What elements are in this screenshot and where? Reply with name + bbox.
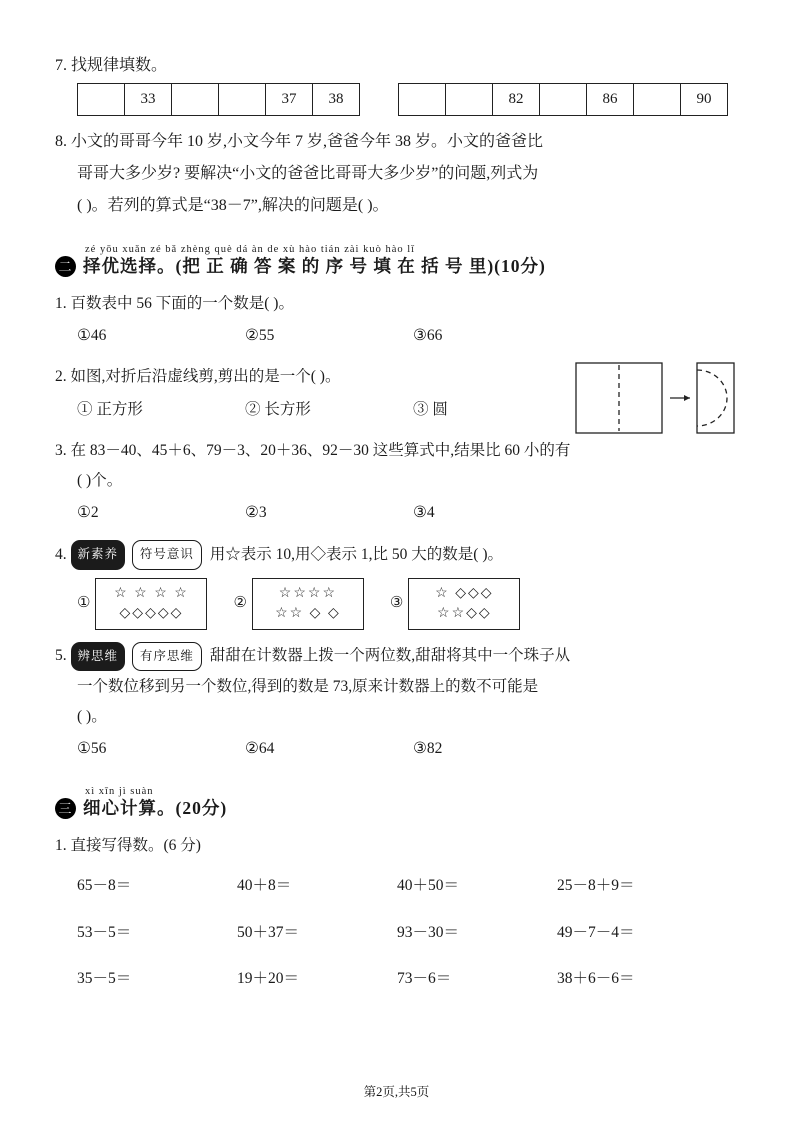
q4-symbol-options	[77, 578, 735, 631]
problem-8-line1: 小文的哥哥今年 10 岁,小文今年 7 岁,爸爸今年 38 岁。小文的爸爸比	[71, 133, 544, 150]
q5-number: 5.	[55, 647, 67, 665]
q4-option-1-line1: ☆ ☆ ☆ ☆	[114, 585, 189, 601]
q5-options	[77, 734, 735, 764]
q5-line2: 一个数位移到另一个数位,得到的数是 73,原来计数器上的数不可能是	[77, 677, 539, 695]
q4-text: 用☆表示 10,用◇表示 1,比 50 大的数是( )。	[209, 545, 503, 563]
q5-tag-ordered-thinking: 有序思维	[132, 642, 202, 671]
q2-text: 如图,对折后沿虚线剪,剪出的是一个( )。	[70, 368, 341, 386]
calc-1-text: 直接写得数。(6 分)	[70, 837, 201, 855]
choice-question-1	[55, 289, 735, 351]
q5-option-2[interactable]: ②64	[245, 740, 275, 757]
table-cell[interactable]	[634, 84, 681, 116]
q3-option-3[interactable]: ③4	[413, 504, 435, 522]
table-cell[interactable]: 37	[266, 84, 313, 116]
calc-item[interactable]: 40＋8＝	[237, 877, 292, 895]
table-cell[interactable]	[540, 84, 587, 116]
page-content	[55, 52, 735, 994]
calc-item[interactable]: 25－8＋9＝	[557, 877, 635, 895]
q4-option-1-number: ①	[77, 595, 91, 612]
table-cell[interactable]	[399, 84, 446, 116]
q3-option-1[interactable]: ①2	[77, 504, 99, 522]
table-cell[interactable]: 38	[313, 84, 360, 116]
calc-item[interactable]: 49－7－4＝	[557, 923, 635, 941]
problem-8	[55, 126, 735, 222]
q4-tag-symbol-sense: 符号意识	[132, 540, 202, 569]
problem-8-line2: 哥哥大多少岁? 要解决“小文的爸爸比哥哥大多少岁”的问题,列式为	[77, 165, 539, 182]
q5-option-3[interactable]: ③82	[413, 740, 443, 757]
section-2-badge: 二	[55, 256, 76, 277]
calc-item[interactable]: 93－30＝	[397, 923, 460, 941]
problem-7-text: 找规律填数。	[71, 57, 168, 74]
table-cell[interactable]	[219, 84, 266, 116]
section-3-points: (20分)	[175, 798, 228, 819]
q2-option-2[interactable]: ② 长方形	[245, 400, 311, 418]
q3-option-2[interactable]: ②3	[245, 504, 267, 522]
q3-text2: ( )个。	[77, 472, 123, 490]
q3-text: 在 83－40、45＋6、79－3、20＋36、92－30 这些算式中,结果比 60 小的有	[70, 441, 571, 459]
calc-item[interactable]: 38＋6－6＝	[557, 969, 635, 987]
table-cell[interactable]	[78, 84, 125, 116]
q1-options	[77, 321, 735, 351]
section-3-pinyin: xì xīn jì suàn	[85, 786, 154, 798]
problem-7-number: 7.	[55, 57, 67, 74]
table-cell[interactable]: 90	[681, 84, 728, 116]
q4-number: 4.	[55, 545, 67, 563]
q4-option-3[interactable]	[390, 578, 520, 631]
calc-1-grid	[77, 871, 735, 994]
q2-number: 2.	[55, 368, 67, 386]
section-3-badge: 三	[55, 798, 76, 819]
table-cell[interactable]	[446, 84, 493, 116]
q4-option-2-line1: ☆☆☆☆	[278, 585, 337, 601]
q5-tag-thinking: 辨思维	[71, 642, 126, 671]
q1-option-3[interactable]: ③66	[413, 327, 443, 345]
calc-item[interactable]: 65－8＝	[77, 877, 132, 895]
section-2-header	[55, 244, 735, 278]
q2-option-3[interactable]: ③ 圆	[413, 400, 448, 418]
section-2-pinyin: zé yōu xuǎn zé bǎ zhèng què dá àn de xù hào tián zài kuò hào lǐ	[85, 244, 416, 255]
calc-item[interactable]: 35－5＝	[77, 969, 132, 987]
section-3-title: 细心计算。	[83, 798, 176, 819]
q5-option-1[interactable]: ①56	[77, 740, 107, 757]
section-2-points: (10分)	[494, 256, 546, 276]
calc-question-1	[55, 831, 735, 994]
q1-option-1[interactable]: ①46	[77, 327, 107, 345]
number-table-left	[77, 83, 360, 116]
q4-option-3-line1: ☆ ◇◇◇	[435, 585, 494, 601]
q5-line3: ( )。	[77, 707, 107, 725]
q5-line1: 甜甜在计数器上拨一个两位数,甜甜将其中一个珠子从	[209, 647, 571, 665]
q4-option-1-box	[95, 578, 207, 631]
q4-tag-new-literacy: 新素养	[71, 540, 126, 569]
section-2-title: 择优选择。(把 正 确 答 案 的 序 号 填 在 括 号 里)	[83, 256, 495, 276]
choice-question-5	[55, 641, 735, 764]
calc-1-number: 1.	[55, 837, 67, 855]
calc-item[interactable]: 19＋20＝	[237, 969, 300, 987]
problem-7-tables	[77, 83, 735, 116]
choice-question-4	[55, 540, 735, 631]
q4-option-2-line2: ☆☆ ◇ ◇	[275, 606, 341, 622]
q1-number: 1.	[55, 295, 67, 312]
q4-option-3-number: ③	[389, 595, 404, 612]
table-cell[interactable]: 33	[125, 84, 172, 116]
choice-question-2	[55, 362, 735, 424]
q2-option-1[interactable]: ① 正方形	[77, 400, 143, 418]
q1-text: 百数表中 56 下面的一个数是( )。	[70, 295, 294, 312]
problem-8-line3: ( )。若列的算式是“38－7”,解决的问题是( )。	[77, 197, 389, 214]
q4-option-2[interactable]	[233, 578, 363, 631]
section-3-header	[55, 786, 735, 820]
q4-option-1[interactable]	[77, 578, 207, 631]
number-table-right	[398, 83, 728, 116]
problem-7	[55, 52, 735, 75]
choice-question-3	[55, 436, 735, 529]
q4-option-3-line2: ☆☆◇◇	[437, 606, 492, 622]
q4-option-1-line2: ◇◇◇◇◇	[119, 606, 184, 622]
table-cell[interactable]: 82	[493, 84, 540, 116]
problem-8-number: 8.	[55, 133, 67, 150]
q3-options	[77, 498, 735, 528]
calc-item[interactable]: 40＋50＝	[397, 877, 460, 895]
table-cell[interactable]	[172, 84, 219, 116]
calc-item[interactable]: 50＋37＝	[237, 923, 300, 941]
table-cell[interactable]: 86	[587, 84, 634, 116]
q1-option-2[interactable]: ②55	[245, 327, 275, 345]
q4-option-2-number: ②	[233, 595, 247, 612]
calc-item[interactable]: 73－6＝	[397, 969, 452, 987]
q3-number: 3.	[55, 441, 67, 459]
q4-option-2-box	[252, 578, 364, 631]
fold-cut-figure	[575, 362, 735, 445]
q4-option-3-box	[408, 578, 520, 631]
page-footer: 第2页,共5页	[363, 1085, 430, 1099]
calc-item[interactable]: 53－5＝	[77, 923, 132, 941]
